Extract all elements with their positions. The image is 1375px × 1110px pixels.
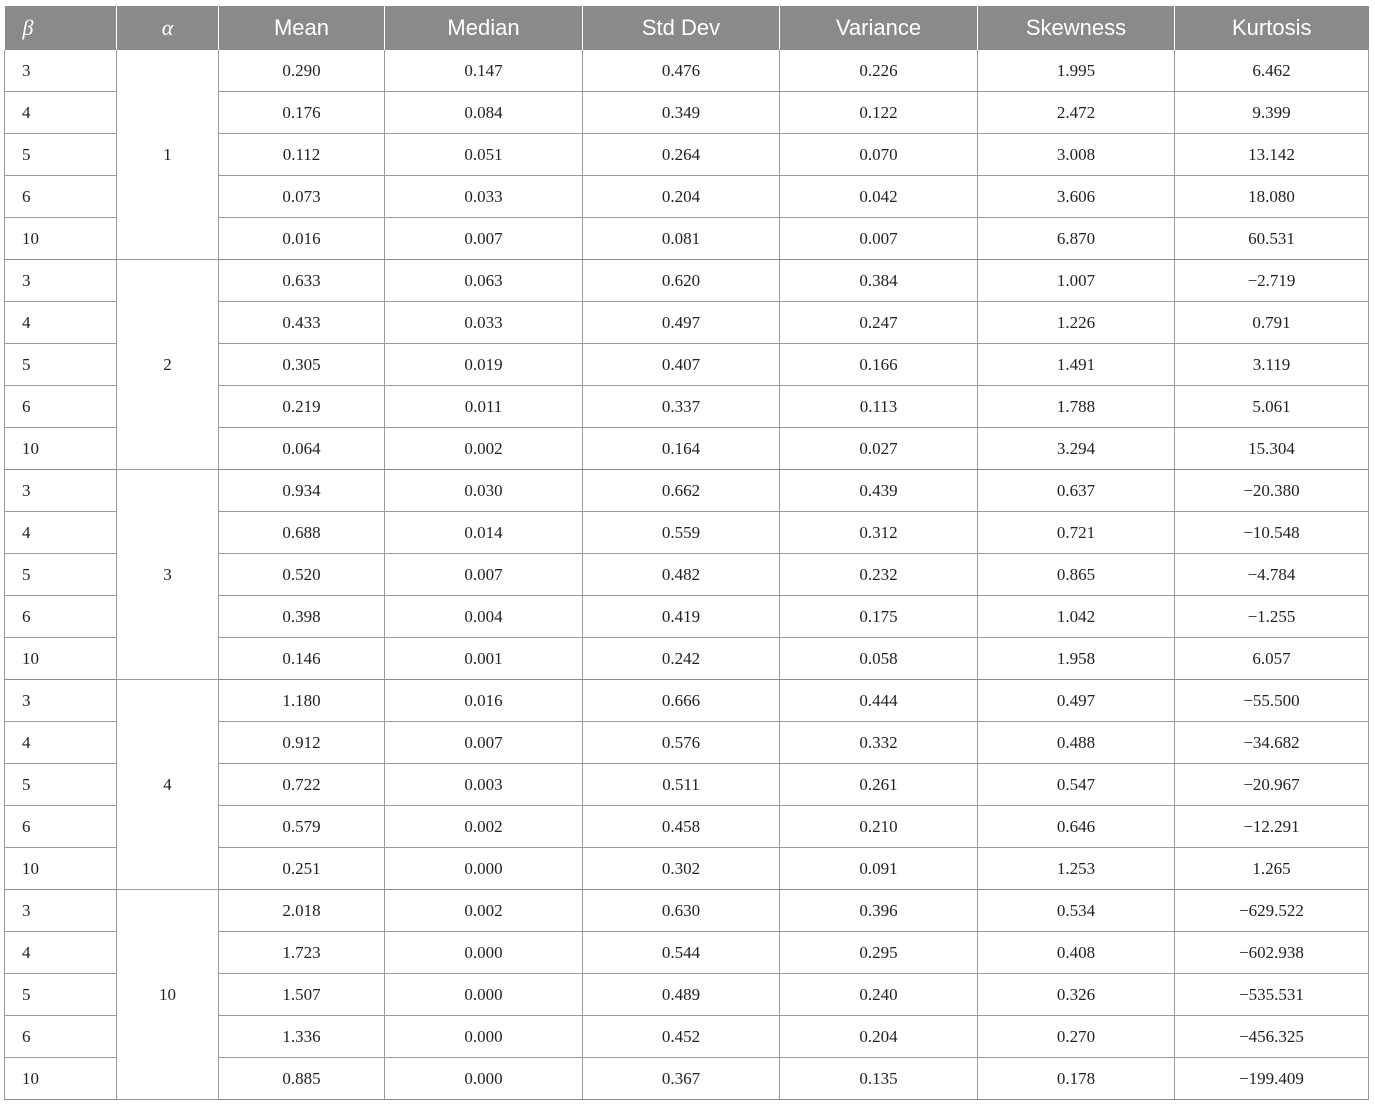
cell-variance: 0.122: [780, 92, 978, 134]
cell-alpha: 4: [117, 680, 219, 890]
cell-median: 0.000: [385, 1058, 583, 1100]
cell-std-dev: 0.559: [583, 512, 780, 554]
cell-mean: 0.176: [219, 92, 385, 134]
cell-skewness: 0.534: [978, 890, 1175, 932]
cell-mean: 0.885: [219, 1058, 385, 1100]
cell-variance: 0.042: [780, 176, 978, 218]
cell-std-dev: 0.302: [583, 848, 780, 890]
cell-median: 0.004: [385, 596, 583, 638]
cell-beta: 4: [5, 512, 117, 554]
cell-alpha: 10: [117, 890, 219, 1100]
cell-median: 0.007: [385, 554, 583, 596]
cell-kurtosis: 9.399: [1175, 92, 1369, 134]
cell-skewness: 0.547: [978, 764, 1175, 806]
cell-variance: 0.175: [780, 596, 978, 638]
cell-skewness: 1.253: [978, 848, 1175, 890]
cell-median: 0.011: [385, 386, 583, 428]
cell-mean: 2.018: [219, 890, 385, 932]
cell-beta: 10: [5, 218, 117, 260]
cell-skewness: 1.995: [978, 50, 1175, 92]
cell-kurtosis: 60.531: [1175, 218, 1369, 260]
cell-mean: 0.064: [219, 428, 385, 470]
cell-std-dev: 0.349: [583, 92, 780, 134]
cell-std-dev: 0.576: [583, 722, 780, 764]
cell-median: 0.000: [385, 932, 583, 974]
cell-mean: 0.016: [219, 218, 385, 260]
cell-beta: 10: [5, 848, 117, 890]
cell-beta: 6: [5, 386, 117, 428]
cell-std-dev: 0.452: [583, 1016, 780, 1058]
cell-std-dev: 0.544: [583, 932, 780, 974]
cell-mean: 1.723: [219, 932, 385, 974]
cell-median: 0.014: [385, 512, 583, 554]
cell-median: 0.002: [385, 806, 583, 848]
header-row: [5, 6, 1369, 50]
cell-kurtosis: −4.784: [1175, 554, 1369, 596]
cell-median: 0.000: [385, 1016, 583, 1058]
cell-std-dev: 0.497: [583, 302, 780, 344]
cell-skewness: 0.326: [978, 974, 1175, 1016]
cell-median: 0.007: [385, 218, 583, 260]
cell-beta: 5: [5, 554, 117, 596]
table-header: [5, 6, 1369, 50]
cell-alpha: 2: [117, 260, 219, 470]
cell-skewness: 3.294: [978, 428, 1175, 470]
cell-mean: 0.722: [219, 764, 385, 806]
cell-alpha: 1: [117, 50, 219, 260]
table-row: [5, 50, 1369, 92]
cell-mean: 0.219: [219, 386, 385, 428]
cell-std-dev: 0.264: [583, 134, 780, 176]
cell-median: 0.084: [385, 92, 583, 134]
cell-mean: 0.520: [219, 554, 385, 596]
cell-beta: 10: [5, 638, 117, 680]
cell-variance: 0.070: [780, 134, 978, 176]
cell-kurtosis: −12.291: [1175, 806, 1369, 848]
cell-std-dev: 0.482: [583, 554, 780, 596]
table-body: [5, 50, 1369, 1100]
cell-beta: 6: [5, 176, 117, 218]
cell-beta: 5: [5, 344, 117, 386]
header-skewness: Skewness: [978, 6, 1175, 50]
cell-median: 0.002: [385, 428, 583, 470]
cell-beta: 5: [5, 974, 117, 1016]
cell-kurtosis: −34.682: [1175, 722, 1369, 764]
cell-median: 0.000: [385, 848, 583, 890]
cell-kurtosis: 3.119: [1175, 344, 1369, 386]
cell-skewness: 0.646: [978, 806, 1175, 848]
cell-variance: 0.240: [780, 974, 978, 1016]
cell-beta: 3: [5, 890, 117, 932]
cell-beta: 3: [5, 470, 117, 512]
cell-beta: 3: [5, 680, 117, 722]
cell-kurtosis: −1.255: [1175, 596, 1369, 638]
cell-std-dev: 0.489: [583, 974, 780, 1016]
cell-median: 0.001: [385, 638, 583, 680]
cell-beta: 6: [5, 1016, 117, 1058]
cell-std-dev: 0.081: [583, 218, 780, 260]
cell-variance: 0.007: [780, 218, 978, 260]
cell-std-dev: 0.476: [583, 50, 780, 92]
cell-median: 0.147: [385, 50, 583, 92]
cell-beta: 4: [5, 92, 117, 134]
cell-mean: 0.073: [219, 176, 385, 218]
cell-kurtosis: 15.304: [1175, 428, 1369, 470]
cell-skewness: 0.488: [978, 722, 1175, 764]
cell-median: 0.016: [385, 680, 583, 722]
cell-median: 0.030: [385, 470, 583, 512]
cell-variance: 0.295: [780, 932, 978, 974]
cell-mean: 1.507: [219, 974, 385, 1016]
cell-skewness: 0.865: [978, 554, 1175, 596]
cell-median: 0.033: [385, 302, 583, 344]
cell-variance: 0.058: [780, 638, 978, 680]
cell-variance: 0.261: [780, 764, 978, 806]
cell-kurtosis: 5.061: [1175, 386, 1369, 428]
cell-std-dev: 0.407: [583, 344, 780, 386]
table-row: [5, 470, 1369, 512]
cell-skewness: 6.870: [978, 218, 1175, 260]
cell-skewness: 0.408: [978, 932, 1175, 974]
table-row: [5, 260, 1369, 302]
cell-std-dev: 0.511: [583, 764, 780, 806]
cell-kurtosis: 18.080: [1175, 176, 1369, 218]
cell-kurtosis: −2.719: [1175, 260, 1369, 302]
cell-median: 0.019: [385, 344, 583, 386]
cell-skewness: 1.042: [978, 596, 1175, 638]
cell-mean: 0.251: [219, 848, 385, 890]
cell-variance: 0.332: [780, 722, 978, 764]
cell-std-dev: 0.419: [583, 596, 780, 638]
cell-kurtosis: 6.057: [1175, 638, 1369, 680]
cell-skewness: 3.606: [978, 176, 1175, 218]
cell-skewness: 0.497: [978, 680, 1175, 722]
cell-skewness: 0.637: [978, 470, 1175, 512]
cell-kurtosis: −602.938: [1175, 932, 1369, 974]
cell-mean: 0.688: [219, 512, 385, 554]
cell-variance: 0.113: [780, 386, 978, 428]
cell-skewness: 0.721: [978, 512, 1175, 554]
cell-std-dev: 0.367: [583, 1058, 780, 1100]
cell-mean: 1.180: [219, 680, 385, 722]
cell-kurtosis: −20.380: [1175, 470, 1369, 512]
cell-kurtosis: 13.142: [1175, 134, 1369, 176]
cell-variance: 0.166: [780, 344, 978, 386]
cell-variance: 0.204: [780, 1016, 978, 1058]
cell-skewness: 0.270: [978, 1016, 1175, 1058]
cell-beta: 4: [5, 722, 117, 764]
cell-mean: 0.433: [219, 302, 385, 344]
cell-kurtosis: −20.967: [1175, 764, 1369, 806]
cell-kurtosis: −10.548: [1175, 512, 1369, 554]
cell-kurtosis: 6.462: [1175, 50, 1369, 92]
cell-std-dev: 0.337: [583, 386, 780, 428]
table-row: [5, 890, 1369, 932]
cell-skewness: 1.007: [978, 260, 1175, 302]
cell-beta: 5: [5, 764, 117, 806]
cell-median: 0.063: [385, 260, 583, 302]
cell-beta: 5: [5, 134, 117, 176]
cell-variance: 0.439: [780, 470, 978, 512]
cell-std-dev: 0.662: [583, 470, 780, 512]
cell-beta: 6: [5, 806, 117, 848]
cell-std-dev: 0.630: [583, 890, 780, 932]
cell-skewness: 1.226: [978, 302, 1175, 344]
cell-median: 0.033: [385, 176, 583, 218]
cell-mean: 0.305: [219, 344, 385, 386]
cell-median: 0.051: [385, 134, 583, 176]
cell-beta: 10: [5, 428, 117, 470]
cell-std-dev: 0.242: [583, 638, 780, 680]
cell-variance: 0.247: [780, 302, 978, 344]
header-kurtosis: Kurtosis: [1175, 6, 1369, 50]
cell-kurtosis: 1.265: [1175, 848, 1369, 890]
cell-variance: 0.384: [780, 260, 978, 302]
cell-median: 0.007: [385, 722, 583, 764]
cell-variance: 0.091: [780, 848, 978, 890]
cell-mean: 0.146: [219, 638, 385, 680]
cell-skewness: 3.008: [978, 134, 1175, 176]
cell-variance: 0.027: [780, 428, 978, 470]
header-std-dev: Std Dev: [583, 6, 780, 50]
cell-median: 0.003: [385, 764, 583, 806]
cell-mean: 0.579: [219, 806, 385, 848]
cell-median: 0.002: [385, 890, 583, 932]
cell-mean: 0.633: [219, 260, 385, 302]
cell-kurtosis: −199.409: [1175, 1058, 1369, 1100]
cell-beta: 6: [5, 596, 117, 638]
statistics-table: [4, 6, 1369, 1100]
cell-mean: 0.398: [219, 596, 385, 638]
cell-std-dev: 0.620: [583, 260, 780, 302]
cell-std-dev: 0.458: [583, 806, 780, 848]
cell-variance: 0.226: [780, 50, 978, 92]
cell-mean: 0.290: [219, 50, 385, 92]
cell-median: 0.000: [385, 974, 583, 1016]
cell-kurtosis: −535.531: [1175, 974, 1369, 1016]
cell-beta: 4: [5, 932, 117, 974]
header-mean: Mean: [219, 6, 385, 50]
header-median: Median: [385, 6, 583, 50]
cell-std-dev: 0.204: [583, 176, 780, 218]
cell-kurtosis: −629.522: [1175, 890, 1369, 932]
cell-mean: 0.912: [219, 722, 385, 764]
cell-variance: 0.232: [780, 554, 978, 596]
cell-skewness: 2.472: [978, 92, 1175, 134]
cell-mean: 0.112: [219, 134, 385, 176]
cell-variance: 0.396: [780, 890, 978, 932]
header-alpha: α: [117, 6, 219, 50]
header-variance: Variance: [780, 6, 978, 50]
cell-skewness: 1.491: [978, 344, 1175, 386]
cell-beta: 3: [5, 260, 117, 302]
cell-kurtosis: −456.325: [1175, 1016, 1369, 1058]
cell-alpha: 3: [117, 470, 219, 680]
cell-skewness: 0.178: [978, 1058, 1175, 1100]
table-row: [5, 680, 1369, 722]
cell-kurtosis: 0.791: [1175, 302, 1369, 344]
cell-beta: 4: [5, 302, 117, 344]
cell-std-dev: 0.164: [583, 428, 780, 470]
header-beta: β: [5, 6, 117, 50]
cell-mean: 1.336: [219, 1016, 385, 1058]
cell-kurtosis: −55.500: [1175, 680, 1369, 722]
cell-skewness: 1.788: [978, 386, 1175, 428]
cell-std-dev: 0.666: [583, 680, 780, 722]
cell-beta: 3: [5, 50, 117, 92]
cell-mean: 0.934: [219, 470, 385, 512]
cell-skewness: 1.958: [978, 638, 1175, 680]
cell-variance: 0.444: [780, 680, 978, 722]
cell-variance: 0.135: [780, 1058, 978, 1100]
cell-variance: 0.312: [780, 512, 978, 554]
cell-variance: 0.210: [780, 806, 978, 848]
cell-beta: 10: [5, 1058, 117, 1100]
